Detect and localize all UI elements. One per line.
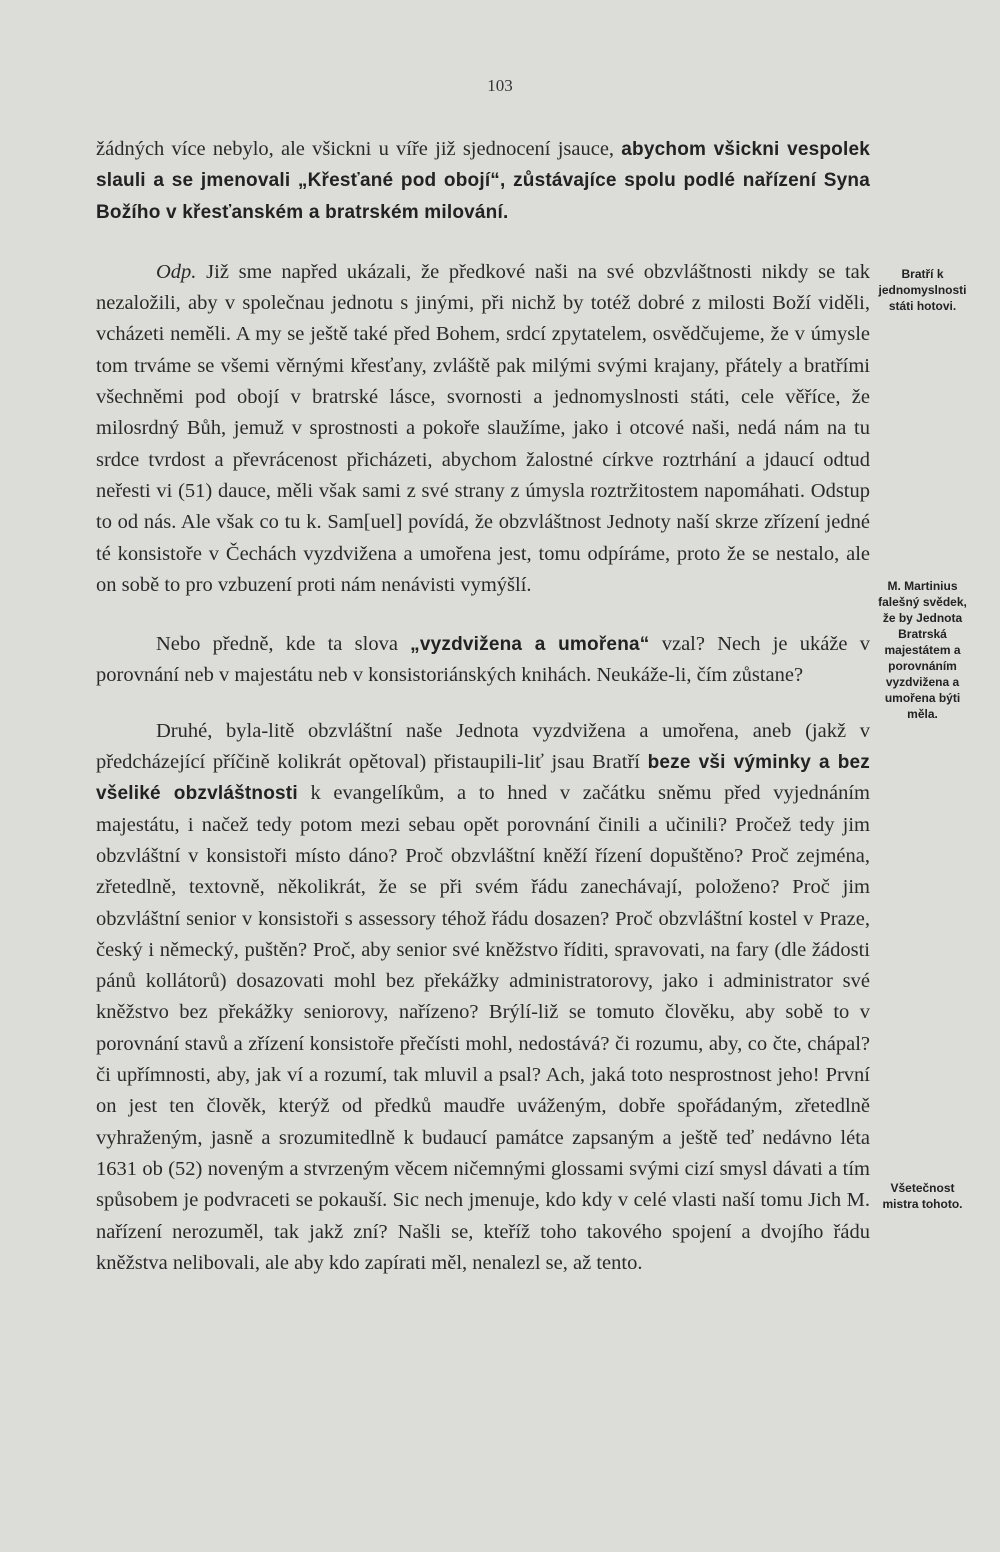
para2-text: Již sme napřed ukázali, že předkové naši na své obzvláštnosti nikdy se tak nezaložili, aby v společnau jednotu s jinými, při nichž by totéž dobré z milosti Boží viděli, vcházeti neměli. A my se ještě také před Bohem, srdcí zpytatelem, osvědčujeme, že v úmysle tom trváme se všemi věrnými křesťany, zvláště pak milými svými krajany, přátely a bratřími všechněmi pod obojí v bratrské lásce, svornosti a jednomyslnosti státi, cele věříce, že milosrdný Bůh, jemuž v sprostnosti a pokoře slaužíme, jako i otcové naši, nedá nám na tu srdce tvrdost a převrácenost přicházeti, abychom žalostné církve roztrhání a jdaucí odtud neřesti vi (51) dauce, měli však sami z své strany z úmysla roztržitostem napomáhati. Odstup to od nás. Ale však co tu k. Sam[uel] povídá, že obzvláštnost Jednoty naší skrze zřízení jedné té konsistoře v Čechách vyzdvižena a umořena jest, tomu odpíráme, proto že se nestalo, ale on sobě to pro vzbuzení proti nám nenávisti vymýšlí. xyxy=(96,260,870,596)
para3-text-1: Nebo předně, kde ta slova xyxy=(156,633,411,656)
para3-bold: „vyzdvižena a umořena“ xyxy=(410,634,650,656)
margin-note-3: Všetečnost mistra tohoto. xyxy=(882,1181,963,1211)
paragraph-1 xyxy=(96,134,870,228)
para4-bold: beze vši výminky a bez všeliké obzvláštnosti xyxy=(96,752,870,805)
paragraph-4 xyxy=(96,716,870,1279)
para4-text-1: Druhé, byla-litě obzvláštní naše Jednota vyzdvižena a umořena, aneb (jakž v předcházející příčině kolikrát opětoval) přistaupili-liť jsau Bratří xyxy=(96,719,870,774)
para1-text: žádných více nebylo, ale všickni u víře již sjednocení jsauce, xyxy=(96,138,622,160)
page-number: 103 xyxy=(487,76,513,95)
para1-bold: abychom všickni vespolek slauli a se jmenovali „Křesťané pod obojí“, zůstávajíce spolu podlé nařízení Syna Božího v křesťanském a bratrském milování. xyxy=(96,139,870,223)
para3-text-2: vzal? Nech je ukáže v porovnání neb v majestátu neb v konsistoriánských knihách. Neukáže-li, čím zůstane? xyxy=(96,633,871,687)
body-text xyxy=(96,134,870,1279)
margin-note-2: M. Martinius falešný svědek, že by Jednota Bratrská majestátem a porovnáním vyzdvižena a umořena býti měla. xyxy=(878,579,967,721)
paragraph-2 xyxy=(96,257,870,601)
para2-italic: Odp. xyxy=(156,260,197,283)
margin-note-1: Bratří k jednomyslnosti státi hotovi. xyxy=(878,267,967,313)
paragraph-3 xyxy=(96,629,870,692)
para4-text-2: k evangelíkům, a to hned v začátku sněmu před vyjednáním majestátu, i načež tedy potom mezi sebau opět porovnání činili a učinili? Pročež tedy jim obzvláštní v konsistoři místo dáno? Proč obzvláštní kněží řízení dopuštěno? Proč zejména, zřetedlně, textovně, několikrát, že se při svém řádu zanechávají, položeno? Proč jim obzvláštní senior v konsistoři s assessory téhož řádu dosazen? Proč obzvláštní kostel v Praze, český i německý, puštěn? Proč, aby senior své kněžstvo říditi, spravovati, na fary (dle žádosti pánů kollátorů) dosazovati mohl bez překážky administratorovy, jako i administrator své kněžstvo bez překážky seniorovy, nařízeno? Brýlí-liž se tomuto člověku, aby sobě to v porovnání stavů a zřízení konsistoře přečísti mohl, nedostává? či rozumu, aby, co čte, chápal? či upřímnosti, aby, jak ví a rozumí, tak mluvil a psal? Ach, jaká toto nesprostnost jeho! První on jest ten člověk, kterýž od předků maudře uváženým, dobře spořádaným, zřetedlně vyhraženým, jasně a srozumitedlně k budaucí památce zapsaným a ještě teď nedávno léta 1631 ob (52) noveným a stvrzeným věcem ničemnými glossami svými cizí smysl dávati a tím spůsobem je podvraceti se pokauší. Sic nech jmenuje, kdo kdy v celé vlasti naší tomu Jich M. nařízení nerozuměl, tak jakž zní? Našli se, kteříž toho takového spojení a dvojího řádu kněžstva nelibovali, ale aby kdo zapírati měl, nenalezl se, až tento. xyxy=(96,782,870,1274)
